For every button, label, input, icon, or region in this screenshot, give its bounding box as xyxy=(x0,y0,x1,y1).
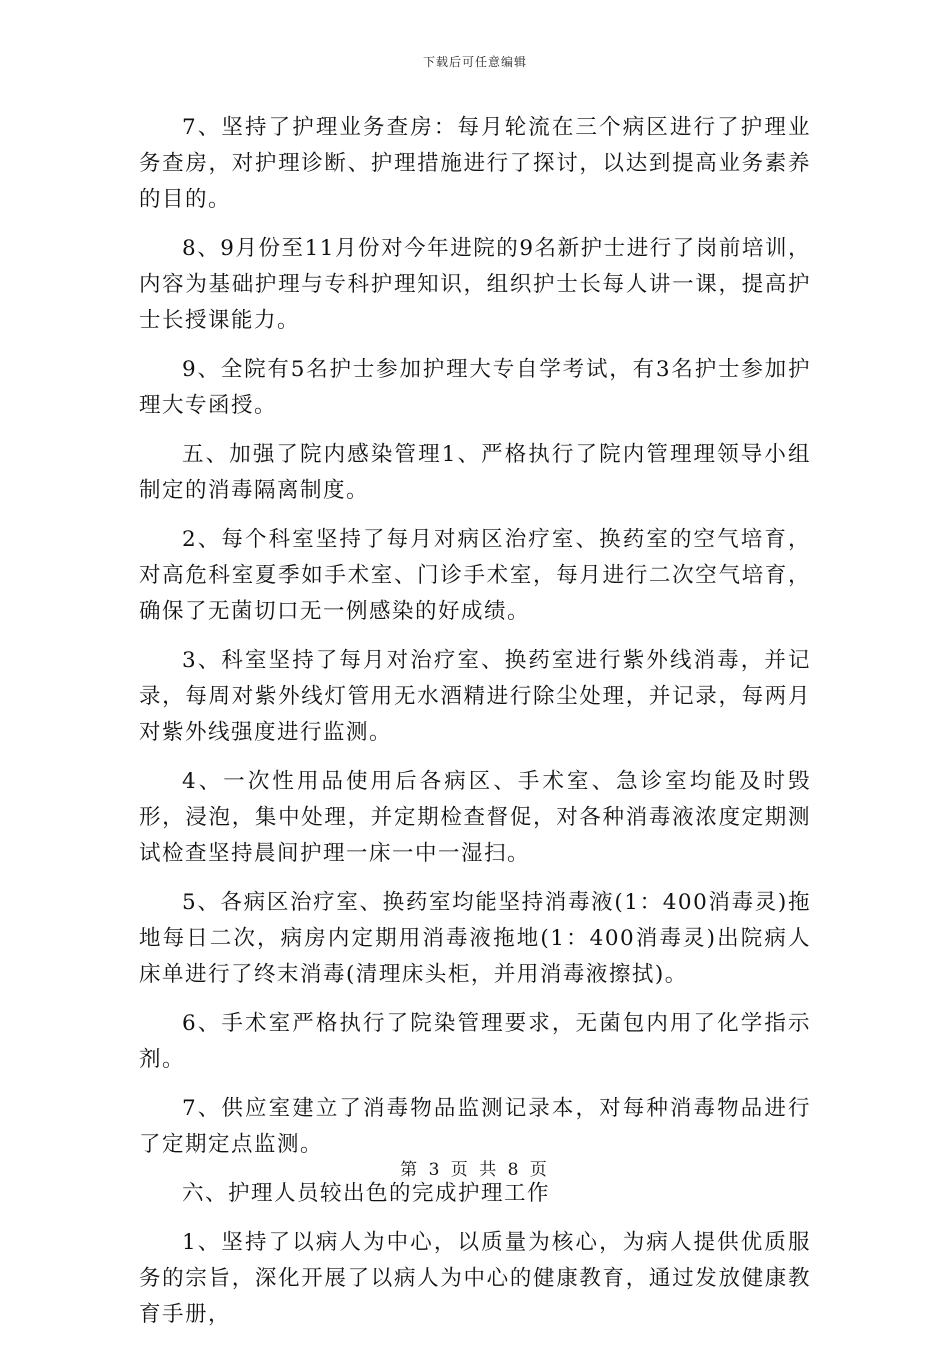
paragraph: 1、坚持了以病人为中心，以质量为核心，为病人提供优质服务的宗旨，深化开展了以病人为中心的健康教育，通过发放健康教育手册， xyxy=(139,1230,811,1327)
paragraph: 7、坚持了护理业务查房：每月轮流在三个病区进行了护理业务查房，对护理诊断、护理措施进行了探讨，以达到提高业务素养的目的。 xyxy=(139,115,811,212)
section-heading-paragraph: 五、加强了院内感染管理1、严格执行了院内管理理领导小组制定的消毒隔离制度。 xyxy=(139,442,811,503)
paragraph: 5、各病区治疗室、换药室均能坚持消毒液(1：400消毒灵)拖地每日二次，病房内定期用消毒液拖地(1：400消毒灵)出院病人床单进行了终末消毒(清理床头柜，并用消毒液擦拭)。 xyxy=(139,890,811,987)
paragraph: 2、每个科室坚持了每月对病区治疗室、换药室的空气培育，对高危科室夏季如手术室、门诊手术室，每月进行二次空气培育，确保了无菌切口无一例感染的好成绩。 xyxy=(139,527,811,624)
footer-middle: 页 共 xyxy=(450,1160,500,1180)
footer-suffix: 页 xyxy=(529,1160,550,1180)
footer-prefix: 第 xyxy=(400,1160,421,1180)
paragraph: 3、科室坚持了每月对治疗室、换药室进行紫外线消毒，并记录，每周对紫外线灯管用无水酒精进行除尘处理，并记录，每两月对紫外线强度进行监测。 xyxy=(139,648,811,745)
section-heading: 六、护理人员较出色的完成护理工作 xyxy=(182,1181,551,1206)
paragraph: 8、9月份至11月份对今年进院的9名新护士进行了岗前培训，内容为基础护理与专科护理知识，组织护士长每人讲一课，提高护士长授课能力。 xyxy=(139,236,811,333)
total-page-count: 8 xyxy=(507,1160,522,1180)
paragraph: 4、一次性用品使用后各病区、手术室、急诊室均能及时毁形，浸泡，集中处理，并定期检查督促，对各种消毒液浓度定期测试检查坚持晨间护理一床一中一湿扫。 xyxy=(139,769,811,866)
page-header-note: 下载后可任意编辑 xyxy=(422,55,527,69)
paragraph: 6、手术室严格执行了院染管理要求，无菌包内用了化学指示剂。 xyxy=(139,1011,811,1072)
paragraph: 9、全院有5名护士参加护理大专自学考试，有3名护士参加护理大专函授。 xyxy=(139,357,811,418)
current-page-number: 3 xyxy=(428,1160,443,1180)
paragraph: 7、供应室建立了消毒物品监测记录本，对每种消毒物品进行了定期定点监测。 xyxy=(139,1096,811,1157)
page-footer xyxy=(0,1155,950,1180)
